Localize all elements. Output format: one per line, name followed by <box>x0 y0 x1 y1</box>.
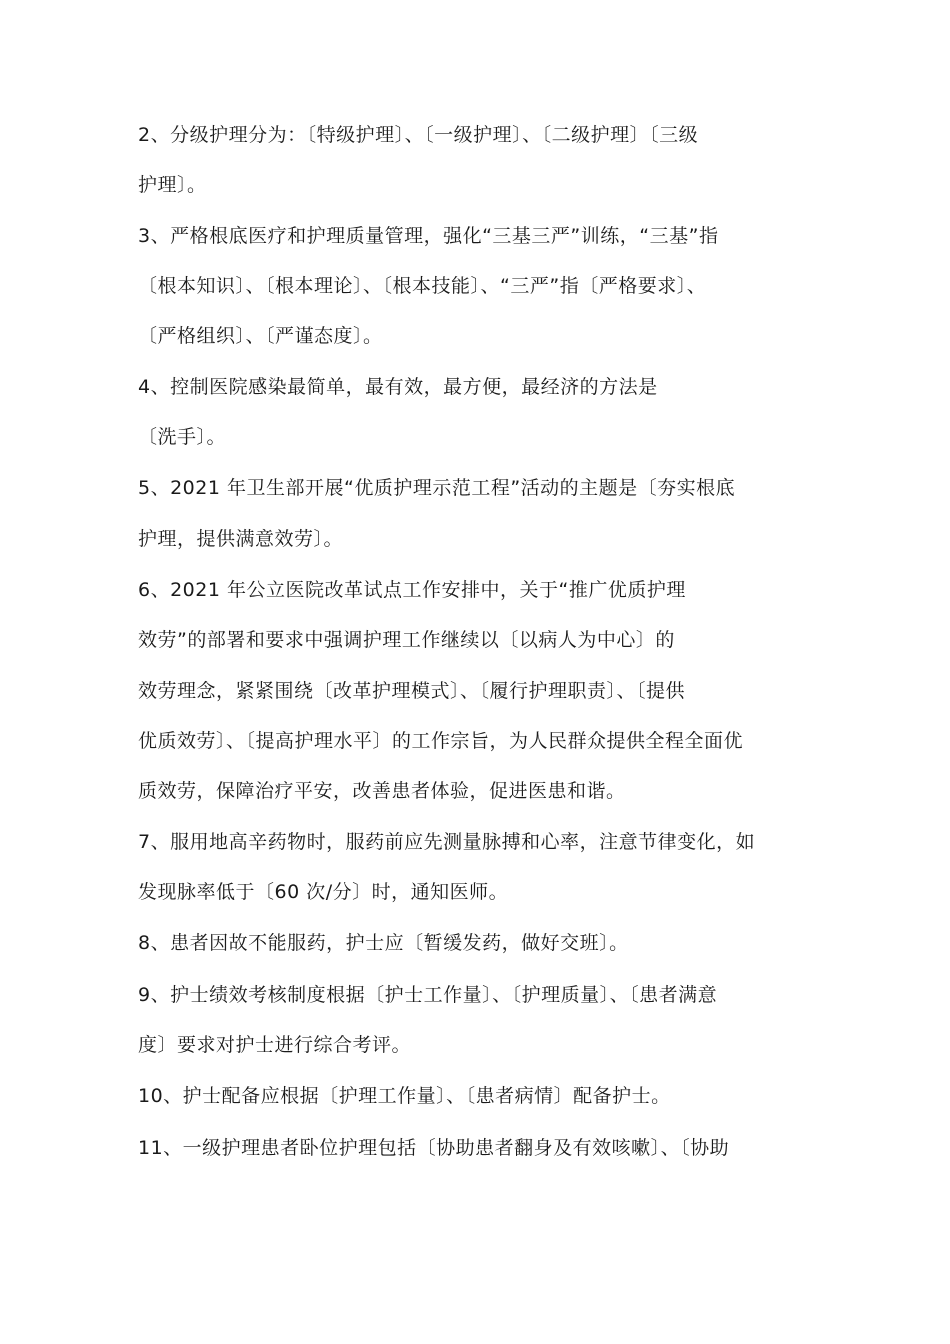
item-6-line-1: 6、2021 年公立医院改革试点工作安排中，关于“推广优质护理 <box>138 579 686 601</box>
item-9-line-2: 度〕要求对护士进行综合考评。 <box>138 1034 412 1056</box>
item-9-line-1: 9、护士绩效考核制度根据〔护士工作量〕、〔护理质量〕、〔患者满意 <box>138 984 718 1006</box>
item-2-line-1: 2、分级护理分为：〔特级护理〕、〔一级护理〕、〔二级护理〕〔三级 <box>138 124 699 146</box>
item-4-line-2: 〔洗手〕。 <box>138 426 227 448</box>
item-6-line-4: 优质效劳〕、〔提高护理水平〕的工作宗旨，为人民群众提供全程全面优 <box>138 730 744 752</box>
item-4-line-1: 4、控制医院感染最简单，最有效，最方便，最经济的方法是 <box>138 376 658 398</box>
item-6-line-5: 质效劳，保障治疗平安，改善患者体验，促进医患和谐。 <box>138 780 626 802</box>
item-3-line-1: 3、严格根底医疗和护理质量管理，强化“三基三严”训练，“三基”指 <box>138 225 719 247</box>
item-5-line-2: 护理，提供满意效劳〕。 <box>138 528 344 550</box>
item-3-line-3: 〔严格组织〕、〔严谨态度〕。 <box>138 325 383 347</box>
item-5-line-1: 5、2021 年卫生部开展“优质护理示范工程”活动的主题是〔夯实根底 <box>138 477 736 499</box>
item-2-line-2: 护理〕。 <box>138 174 207 196</box>
item-10-line-1: 10、护士配备应根据〔护理工作量〕、〔患者病情〕配备护士。 <box>138 1085 671 1107</box>
item-3-line-2: 〔根本知识〕、〔根本理论〕、〔根本技能〕、“三严”指〔严格要求〕、 <box>138 275 707 297</box>
item-8-line-1: 8、患者因故不能服药，护士应〔暂缓发药，做好交班〕。 <box>138 932 629 954</box>
item-6-line-3: 效劳理念，紧紧围绕〔改革护理模式〕、〔履行护理职责〕、〔提供 <box>138 680 686 702</box>
item-11-line-1: 11、一级护理患者卧位护理包括〔协助患者翻身及有效咳嗽〕、〔协助 <box>138 1137 730 1159</box>
item-7-line-2: 发现脉率低于〔60 次/分〕时，通知医师。 <box>138 881 509 903</box>
item-7-line-1: 7、服用地高辛药物时，服药前应先测量脉搏和心率，注意节律变化，如 <box>138 831 756 853</box>
item-6-line-2: 效劳”的部署和要求中强调护理工作继续以〔以病人为中心〕的 <box>138 629 675 651</box>
